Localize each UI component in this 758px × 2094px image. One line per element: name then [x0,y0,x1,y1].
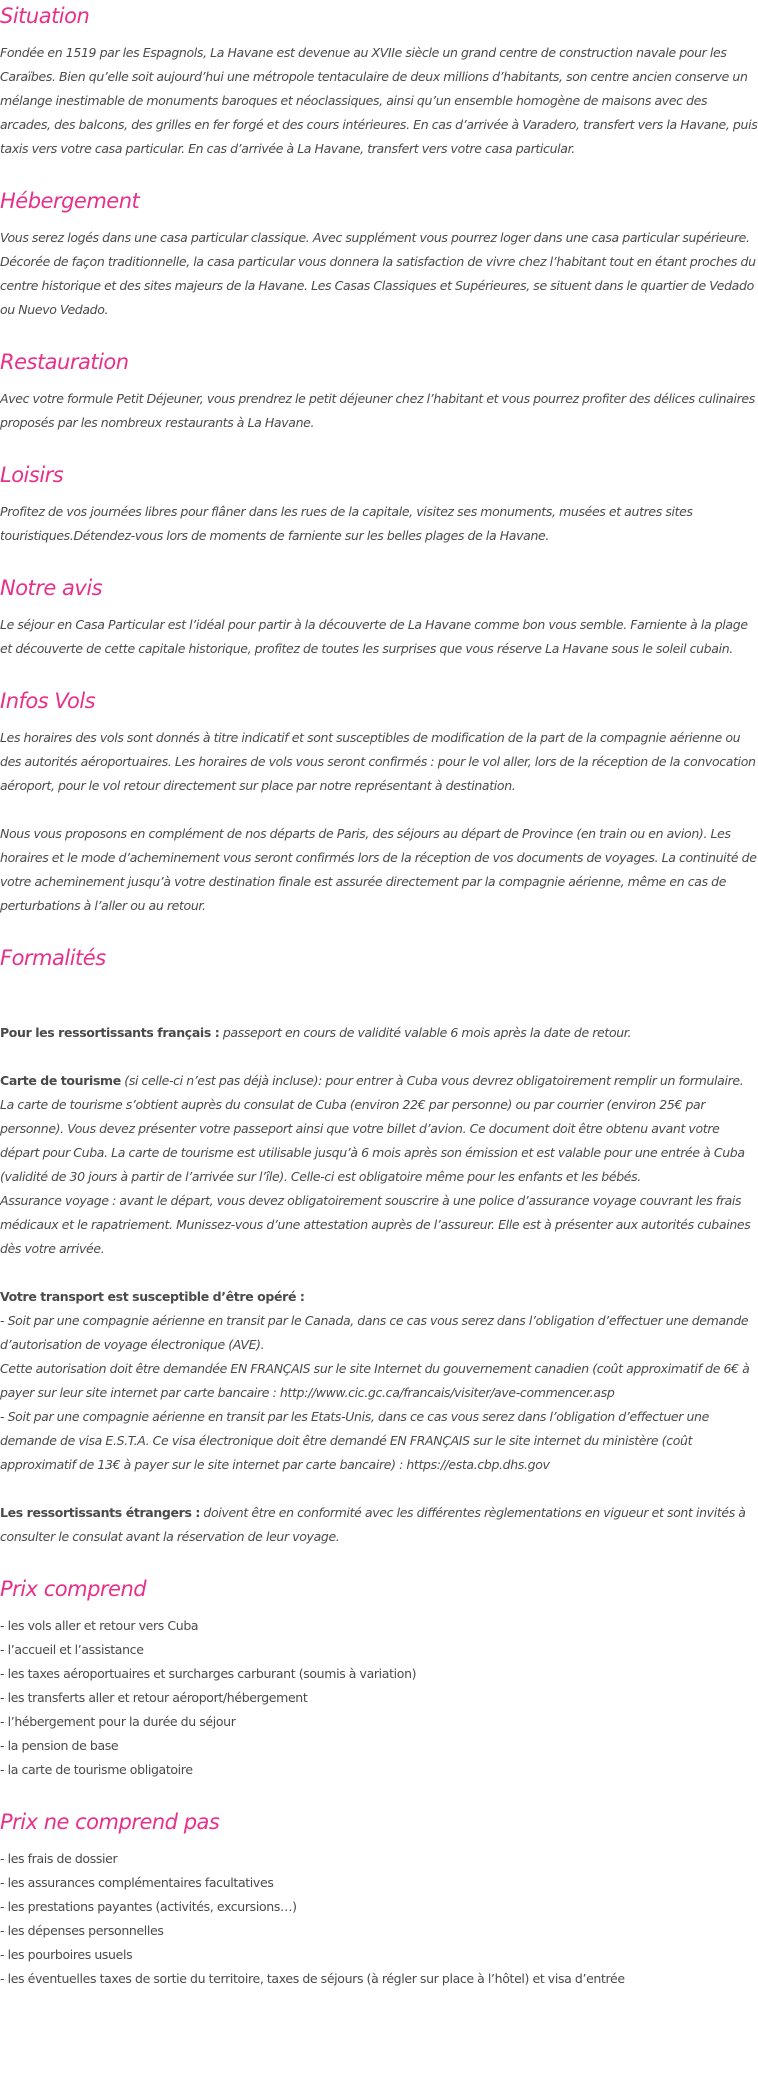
list-item: - la carte de tourisme obligatoire [0,1762,193,1777]
francais-text: passeport en cours de validité valable 6 mois après la date de retour. [219,1025,632,1040]
section-restauration [0,346,758,435]
section-situation [0,0,758,161]
list-item: - les pourboires usuels [0,1947,133,1962]
transport-line: - Soit par une compagnie aérienne en transit par les Etats-Unis, dans ce cas vous serez dans l’obligation d’effectuer une demande de visa E.S.T.A. Ce visa électronique doit être demandé EN FRANÇAIS sur le site internet du ministère (coût approximatif de 13€ à payer sur le site internet par carte bancaire) : https://esta.cbp.dhs.gov [0,1409,709,1472]
list-item: - l’hébergement pour la durée du séjour [0,1714,236,1729]
section-text: Avec votre formule Petit Déjeuner, vous prendrez le petit déjeuner chez l’habitant et vous pourrez profiter des délices culinaires proposés par les nombreux restaurants à La Havane. [0,391,755,430]
etrangers-paragraph [0,1501,758,1549]
etrangers-label: Les ressortissants étrangers : [0,1505,200,1520]
list-item: - les transferts aller et retour aéroport/hébergement [0,1690,308,1705]
list-item: - les frais de dossier [0,1851,118,1866]
carte-label: Carte de tourisme [0,1073,121,1088]
section-title: Situation [0,4,90,28]
section-formalites [0,942,758,1549]
list-item: - la pension de base [0,1738,119,1753]
section-title: Prix ne comprend pas [0,1810,220,1834]
carte-text: (si celle-ci n’est pas déjà incluse): pour entrer à Cuba vous devrez obligatoirement remplir un formulaire. La carte de tourisme s’obtient auprès du consulat de Cuba (environ 22€ par personne) ou par courrier (environ 25€ par personne). Vous devez présenter votre passeport ainsi que votre billet d’avion. Ce document doit être obtenu avant votre départ pour Cuba. La carte de tourisme est utilisable jusqu’à 6 mois après son émission et est valable pour une entrée à Cuba (validité de 30 jours à partir de l’arrivée sur l’île). Celle-ci est obligatoire même pour les enfants et les bébés. [0,1073,745,1184]
francais-paragraph [0,1021,758,1045]
francais-label: Pour les ressortissants français : [0,1025,220,1040]
list-item: - l’accueil et l’assistance [0,1642,144,1657]
assurance-paragraph: Assurance voyage : avant le départ, vous devez obligatoirement souscrire à une police d’assurance voyage couvrant les frais médicaux et le rapatriement. Munissez-vous d’une attestation auprès de l’assureur. Elle est à présenter aux autorités cubaines dès votre arrivée. [0,1193,751,1256]
section-text: Les horaires des vols sont donnés à titre indicatif et sont susceptibles de modification de la part de la compagnie aérienne ou des autorités aéroportuaires. Les horaires de vols vous seront confirmés : pour le vol aller, lors de la réception de la convocation aéroport, pour le vol retour directement sur place par notre représentant à destination. [0,730,756,793]
section-text: Fondée en 1519 par les Espagnols, La Havane est devenue au XVIIe siècle un grand centre de construction navale pour les Caraïbes. Bien qu’elle soit aujourd’hui une métropole tentaculaire de deux millions d’habitants, son centre ancien conserve un mélange inestimable de monuments baroques et néoclassiques, ainsi qu’un ensemble homogène de maisons avec des arcades, des balcons, des grilles en fer forgé et des cours intérieures. En cas d’arrivée à Varadero, transfert vers la Havane, puis taxis vers votre casa particular. En cas d’arrivée à La Havane, transfert vers votre casa particular. [0,45,758,156]
section-title: Notre avis [0,576,103,600]
section-avis [0,572,758,661]
section-text: Le séjour en Casa Particular est l’idéal pour partir à la découverte de La Havane comme bon vous semble. Farniente à la plage et découverte de cette capitale historique, profitez de toutes les surprises que vous réserve La Havane sous le soleil cubain. [0,617,748,656]
section-title: Restauration [0,350,129,374]
list-item: - les assurances complémentaires facultatives [0,1875,274,1890]
transport-line: - Soit par une compagnie aérienne en transit par le Canada, dans ce cas vous serez dans l’obligation d’effectuer une demande d’autorisation de voyage électronique (AVE). [0,1313,749,1352]
section-title: Formalités [0,946,106,970]
section-prix-ne-comprend [0,1806,758,1991]
section-title: Hébergement [0,189,140,213]
section-title: Prix comprend [0,1577,147,1601]
etrangers-text: doivent être en conformité avec les différentes règlementations en vigueur et sont invités à consulter le consulat avant la réservation de leur voyage. [0,1505,746,1544]
section-text: Nous vous proposons en complément de nos départs de Paris, des séjours au départ de Province (en train ou en avion). Les horaires et le mode d’acheminement vous seront confirmés lors de la réception de vos documents de voyages. La continuité de votre acheminement jusqu’à votre destination finale est assurée directement par la compagnie aérienne, même en cas de perturbations à l’aller ou au retour. [0,826,757,913]
transport-label: Votre transport est susceptible d’être opéré : [0,1289,305,1304]
carte-paragraph [0,1069,758,1189]
section-hebergement [0,185,758,322]
section-prix-comprend [0,1573,758,1782]
section-text: Vous serez logés dans une casa particular classique. Avec supplément vous pourrez loger dans une casa particular supérieure. Décorée de façon traditionnelle, la casa particular vous donnera la satisfaction de vivre chez l’habitant tout en étant proches du centre historique et des sites majeurs de la Havane. Les Casas Classiques et Supérieures, se situent dans le quartier de Vedado ou Nuevo Vedado. [0,230,756,317]
section-title: Infos Vols [0,689,96,713]
section-title: Loisirs [0,463,64,487]
transport-line: Cette autorisation doit être demandée EN FRANÇAIS sur le site Internet du gouvernement canadien (coût approximatif de 6€ à payer sur leur site internet par carte bancaire : http://www.cic.gc.ca/francais/visiter/ave-commencer.asp [0,1361,750,1400]
section-vols [0,685,758,918]
list-item: - les prestations payantes (activités, excursions…) [0,1899,297,1914]
section-text: Profitez de vos journées libres pour flâner dans les rues de la capitale, visitez ses monuments, musées et autres sites touristiques.Détendez-vous lors de moments de farniente sur les belles plages de la Havane. [0,504,693,543]
transport-label-paragraph [0,1285,758,1309]
list-item: - les dépenses personnelles [0,1923,164,1938]
list-item: - les taxes aéroportuaires et surcharges carburant (soumis à variation) [0,1666,417,1681]
section-loisirs [0,459,758,548]
list-item: - les vols aller et retour vers Cuba [0,1618,199,1633]
list-item: - les éventuelles taxes de sortie du territoire, taxes de séjours (à régler sur place à l’hôtel) et visa d’entrée [0,1971,625,1986]
